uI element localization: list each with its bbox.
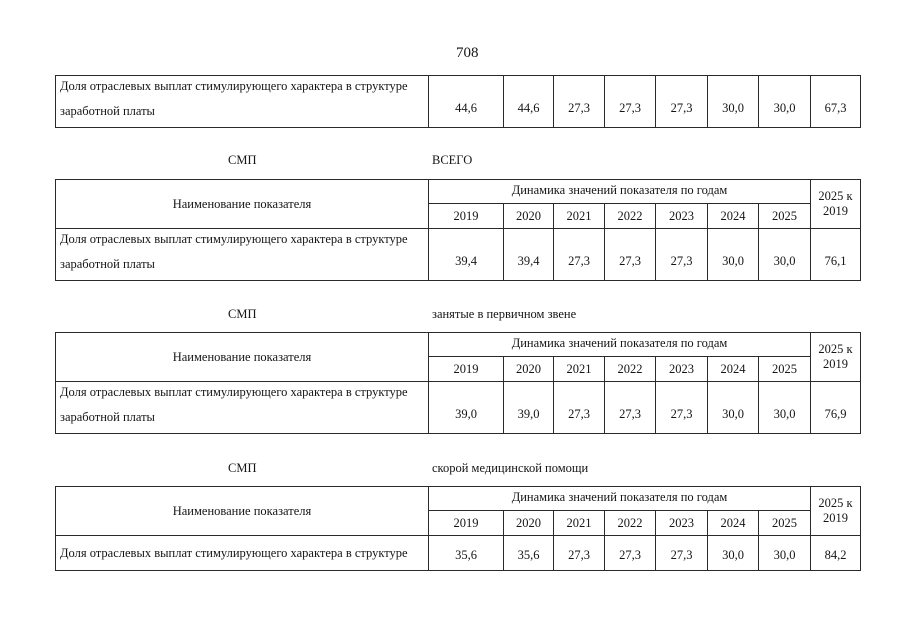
section-subgroup: ВСЕГО (432, 153, 473, 167)
name-column-header: Наименование показателя (56, 487, 429, 536)
value-2023: 27,3 (656, 229, 708, 281)
value-2023: 27,3 (656, 76, 708, 128)
section-subgroup: скорой медицинской помощи (432, 461, 589, 475)
year-header: 2021 (554, 357, 605, 382)
year-header: 2019 (429, 357, 504, 382)
value-2024: 30,0 (708, 536, 759, 571)
indicator-label (56, 229, 429, 281)
header-row (56, 487, 861, 511)
year-header: 2021 (554, 204, 605, 229)
table-row (56, 536, 861, 571)
year-header: 2025 (759, 357, 811, 382)
indicator-label-line1: Доля отраслевых выплат стимулирующего характера в структуре (60, 385, 408, 399)
continuation-table (55, 75, 861, 128)
value-2020: 39,0 (504, 382, 554, 434)
year-header: 2025 (759, 204, 811, 229)
year-header: 2024 (708, 511, 759, 536)
header-row (56, 333, 861, 357)
dynamics-header: Динамика значений показателя по годам (429, 333, 811, 357)
indicator-table (55, 486, 861, 571)
value-2019: 39,4 (429, 229, 504, 281)
ratio-header: 2025 к 2019 (811, 333, 861, 382)
value-ratio: 76,9 (811, 382, 861, 434)
year-header: 2024 (708, 204, 759, 229)
indicator-label-line1: Доля отраслевых выплат стимулирующего характера в структуре (60, 79, 408, 93)
year-header: 2025 (759, 511, 811, 536)
indicator-label (56, 382, 429, 434)
year-header: 2020 (504, 511, 554, 536)
value-2024: 30,0 (708, 229, 759, 281)
value-2025: 30,0 (759, 536, 811, 571)
value-2020: 35,6 (504, 536, 554, 571)
year-header: 2022 (605, 511, 656, 536)
value-2023: 27,3 (656, 536, 708, 571)
year-header: 2023 (656, 204, 708, 229)
value-2021: 27,3 (554, 536, 605, 571)
value-2021: 27,3 (554, 76, 605, 128)
section-subgroup: занятые в первичном звене (432, 307, 577, 321)
value-ratio: 67,3 (811, 76, 861, 128)
indicator-label-line1: Доля отраслевых выплат стимулирующего характера в структуре (60, 232, 408, 246)
section-group: СМП (228, 307, 257, 321)
year-header: 2019 (429, 204, 504, 229)
value-2019: 35,6 (429, 536, 504, 571)
value-2020: 39,4 (504, 229, 554, 281)
ratio-header: 2025 к 2019 (811, 180, 861, 229)
indicator-label-line2: заработной платы (60, 410, 155, 424)
year-header: 2019 (429, 511, 504, 536)
value-2022: 27,3 (605, 382, 656, 434)
year-header: 2022 (605, 357, 656, 382)
name-column-header: Наименование показателя (56, 180, 429, 229)
indicator-table (55, 179, 861, 281)
page-number: 708 (456, 45, 479, 61)
value-2024: 30,0 (708, 382, 759, 434)
value-2019: 39,0 (429, 382, 504, 434)
indicator-label (56, 76, 429, 128)
year-header: 2020 (504, 357, 554, 382)
value-ratio: 84,2 (811, 536, 861, 571)
section-group: СМП (228, 153, 257, 167)
dynamics-header: Динамика значений показателя по годам (429, 487, 811, 511)
value-2025: 30,0 (759, 229, 811, 281)
value-2022: 27,3 (605, 76, 656, 128)
year-header: 2020 (504, 204, 554, 229)
name-column-header: Наименование показателя (56, 333, 429, 382)
value-2024: 30,0 (708, 76, 759, 128)
header-row (56, 180, 861, 204)
value-2021: 27,3 (554, 382, 605, 434)
indicator-label-line2: заработной платы (60, 257, 155, 271)
indicator-table (55, 332, 861, 434)
value-2022: 27,3 (605, 229, 656, 281)
value-2020: 44,6 (504, 76, 554, 128)
value-2025: 30,0 (759, 382, 811, 434)
year-header: 2024 (708, 357, 759, 382)
indicator-label-line2: заработной платы (60, 104, 155, 118)
value-2022: 27,3 (605, 536, 656, 571)
year-header: 2023 (656, 357, 708, 382)
table-row (56, 76, 861, 128)
indicator-label: Доля отраслевых выплат стимулирующего характера в структуре (56, 536, 429, 571)
table-row (56, 382, 861, 434)
value-2019: 44,6 (429, 76, 504, 128)
year-header: 2022 (605, 204, 656, 229)
ratio-header: 2025 к 2019 (811, 487, 861, 536)
year-header: 2021 (554, 511, 605, 536)
dynamics-header: Динамика значений показателя по годам (429, 180, 811, 204)
value-2021: 27,3 (554, 229, 605, 281)
section-group: СМП (228, 461, 257, 475)
value-2023: 27,3 (656, 382, 708, 434)
year-header: 2023 (656, 511, 708, 536)
value-ratio: 76,1 (811, 229, 861, 281)
table-row (56, 229, 861, 281)
value-2025: 30,0 (759, 76, 811, 128)
